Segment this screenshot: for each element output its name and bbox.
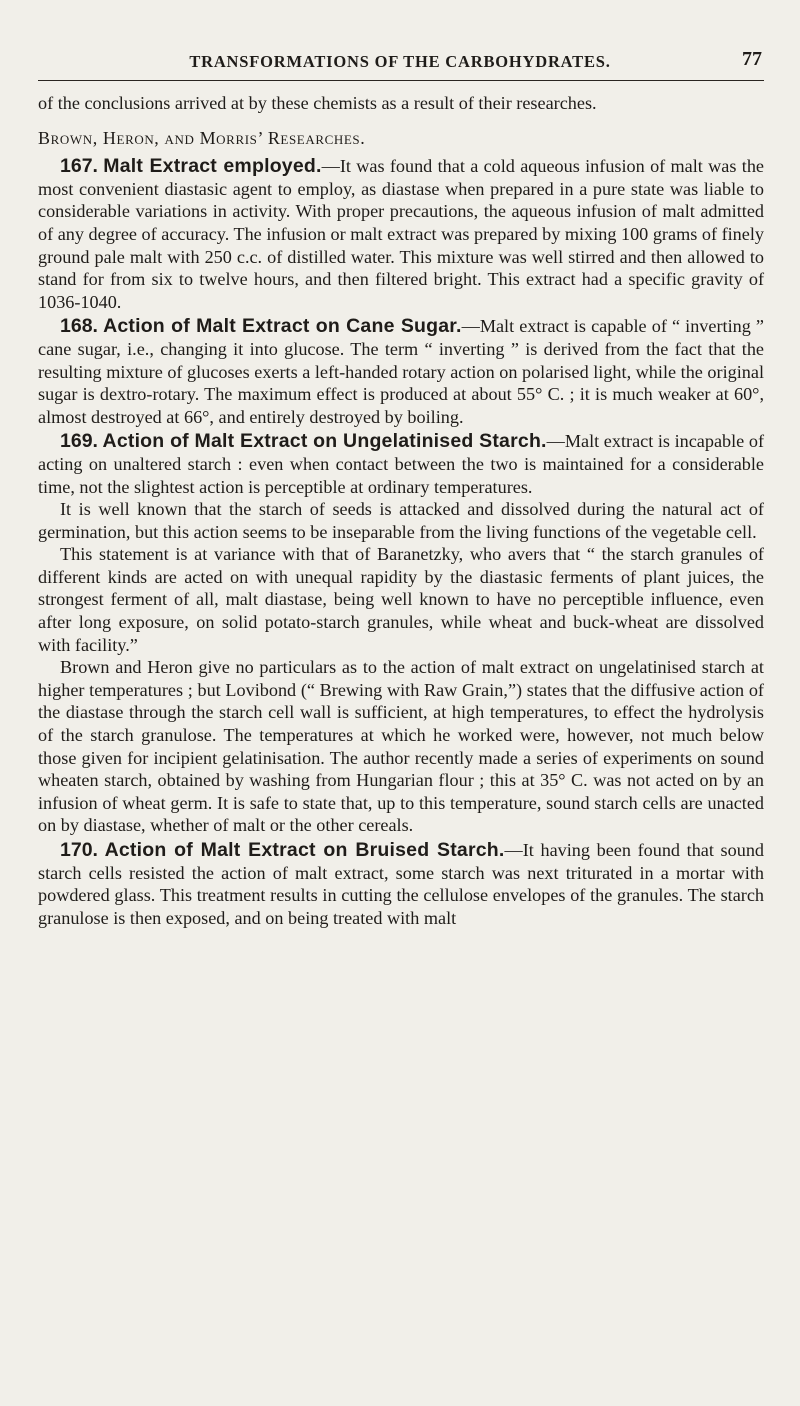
paragraph-heading: Action of Malt Extract on Cane Sugar. [103, 315, 462, 338]
paragraph-number: 167. [60, 155, 98, 178]
paragraph-heading: Action of Malt Extract on Bruised Starch. [104, 839, 505, 861]
body-text [38, 92, 764, 929]
intro-paragraph: of the conclusions arrived at by these chemists as a result of their researches. [38, 93, 597, 113]
section-168 [38, 315, 764, 428]
paragraph-text: —Malt extract is capable of “ inverting ” cane sugar, i.e., changing it into glucose. The term “ inverting ” is derived from the fact that the resulting mixture of glucoses exerts a left-handed rotary action on polarised light, while the original sugar is dextro-rotary. The maximum effect is produced at about 55° C. ; it is much weaker at 60°, almost destroyed at 66°, and entirely destroyed by boiling. [38, 316, 764, 427]
section-subheading: Brown, Heron, and Morris’ Researches. [38, 127, 366, 148]
paragraph-text: —Malt extract is incapable of acting on unaltered starch : even when contact between the two is maintained for a considerable time, not the slightest action is perceptible at ordinary temperatures. [38, 431, 764, 497]
paragraph [38, 839, 764, 929]
paragraph-text: —It was found that a cold aqueous infusion of malt was the most convenient diastasic agent to employ, as diastase when prepared in a pure state was liable to considerable variations in activity. With proper precautions, the aqueous infusion of malt admitted of any degree of accuracy. The infusion or malt extract was prepared by mixing 100 grams of finely ground pale malt with 250 c.c. of distilled water. This mixture was well stirred and then allowed to stand for from six to twelve hours, and then filtered bright. This extract had a specific gravity of 1036-1040. [38, 156, 765, 312]
paragraph-number: 168. [60, 315, 98, 338]
paragraph-text: Brown and Heron give no particulars as to the action of malt extract on ungelatinised starch at higher temperatures ; but Lovibond (“ Brewing with Raw Grain,”) states that the diffusive action of the diastase through the starch cell wall is sufficient, at high temperatures, to effect the hydrolysis of the starch granulose. The temperatures at which he worked were, however, not much below those given for incipient gelatinisation. The author recently made a series of experiments on sound wheaten starch, obtained by washing from Hungarian flour ; this at 35° C. was not acted on by an infusion of wheat germ. It is safe to state that, up to this temperature, sound starch cells are unacted on by diastase, whether of malt or the other cereals. [38, 657, 764, 836]
paragraph-text: —It having been found that sound starch cells resisted the action of malt extract, some starch was next triturated in a mortar with powdered glass. This treatment results in cutting the cellulose envelopes of the granules. The starch granulose is then exposed, and on being treated with malt [38, 840, 765, 928]
section-170 [38, 839, 764, 929]
paragraph [38, 315, 764, 428]
running-title: TRANSFORMATIONS OF THE CARBOHYDRATES. [189, 52, 611, 71]
paragraph-text: This statement is at variance with that of Baranetzky, who avers that “ the starch granules of different kinds are acted on with unequal rapidity by the diastasic ferments of plant juices, the strongest ferment of all, malt diastase, being well known to have no perceptible influence, even after long exposure, on solid potato-starch granules, while wheat and buck-wheat are dissolved with facility.” [38, 544, 764, 655]
header-rule [38, 80, 764, 81]
paragraph-heading: Action of Malt Extract on Ungelatinised Starch. [102, 430, 547, 453]
section-167 [38, 155, 764, 313]
paragraph-number: 170. [60, 839, 98, 861]
paragraph [38, 155, 764, 313]
paragraph-number: 169. [60, 430, 98, 453]
page-number: 77 [742, 48, 762, 70]
paragraph-text: It is well known that the starch of seeds is attacked and dissolved during the natural act of germination, but this action seems to be inseparable from the living functions of the vegetable cell. [38, 499, 764, 542]
paragraph-heading: Malt Extract employed. [103, 155, 322, 178]
paragraph [38, 430, 764, 498]
section-169 [38, 430, 764, 837]
